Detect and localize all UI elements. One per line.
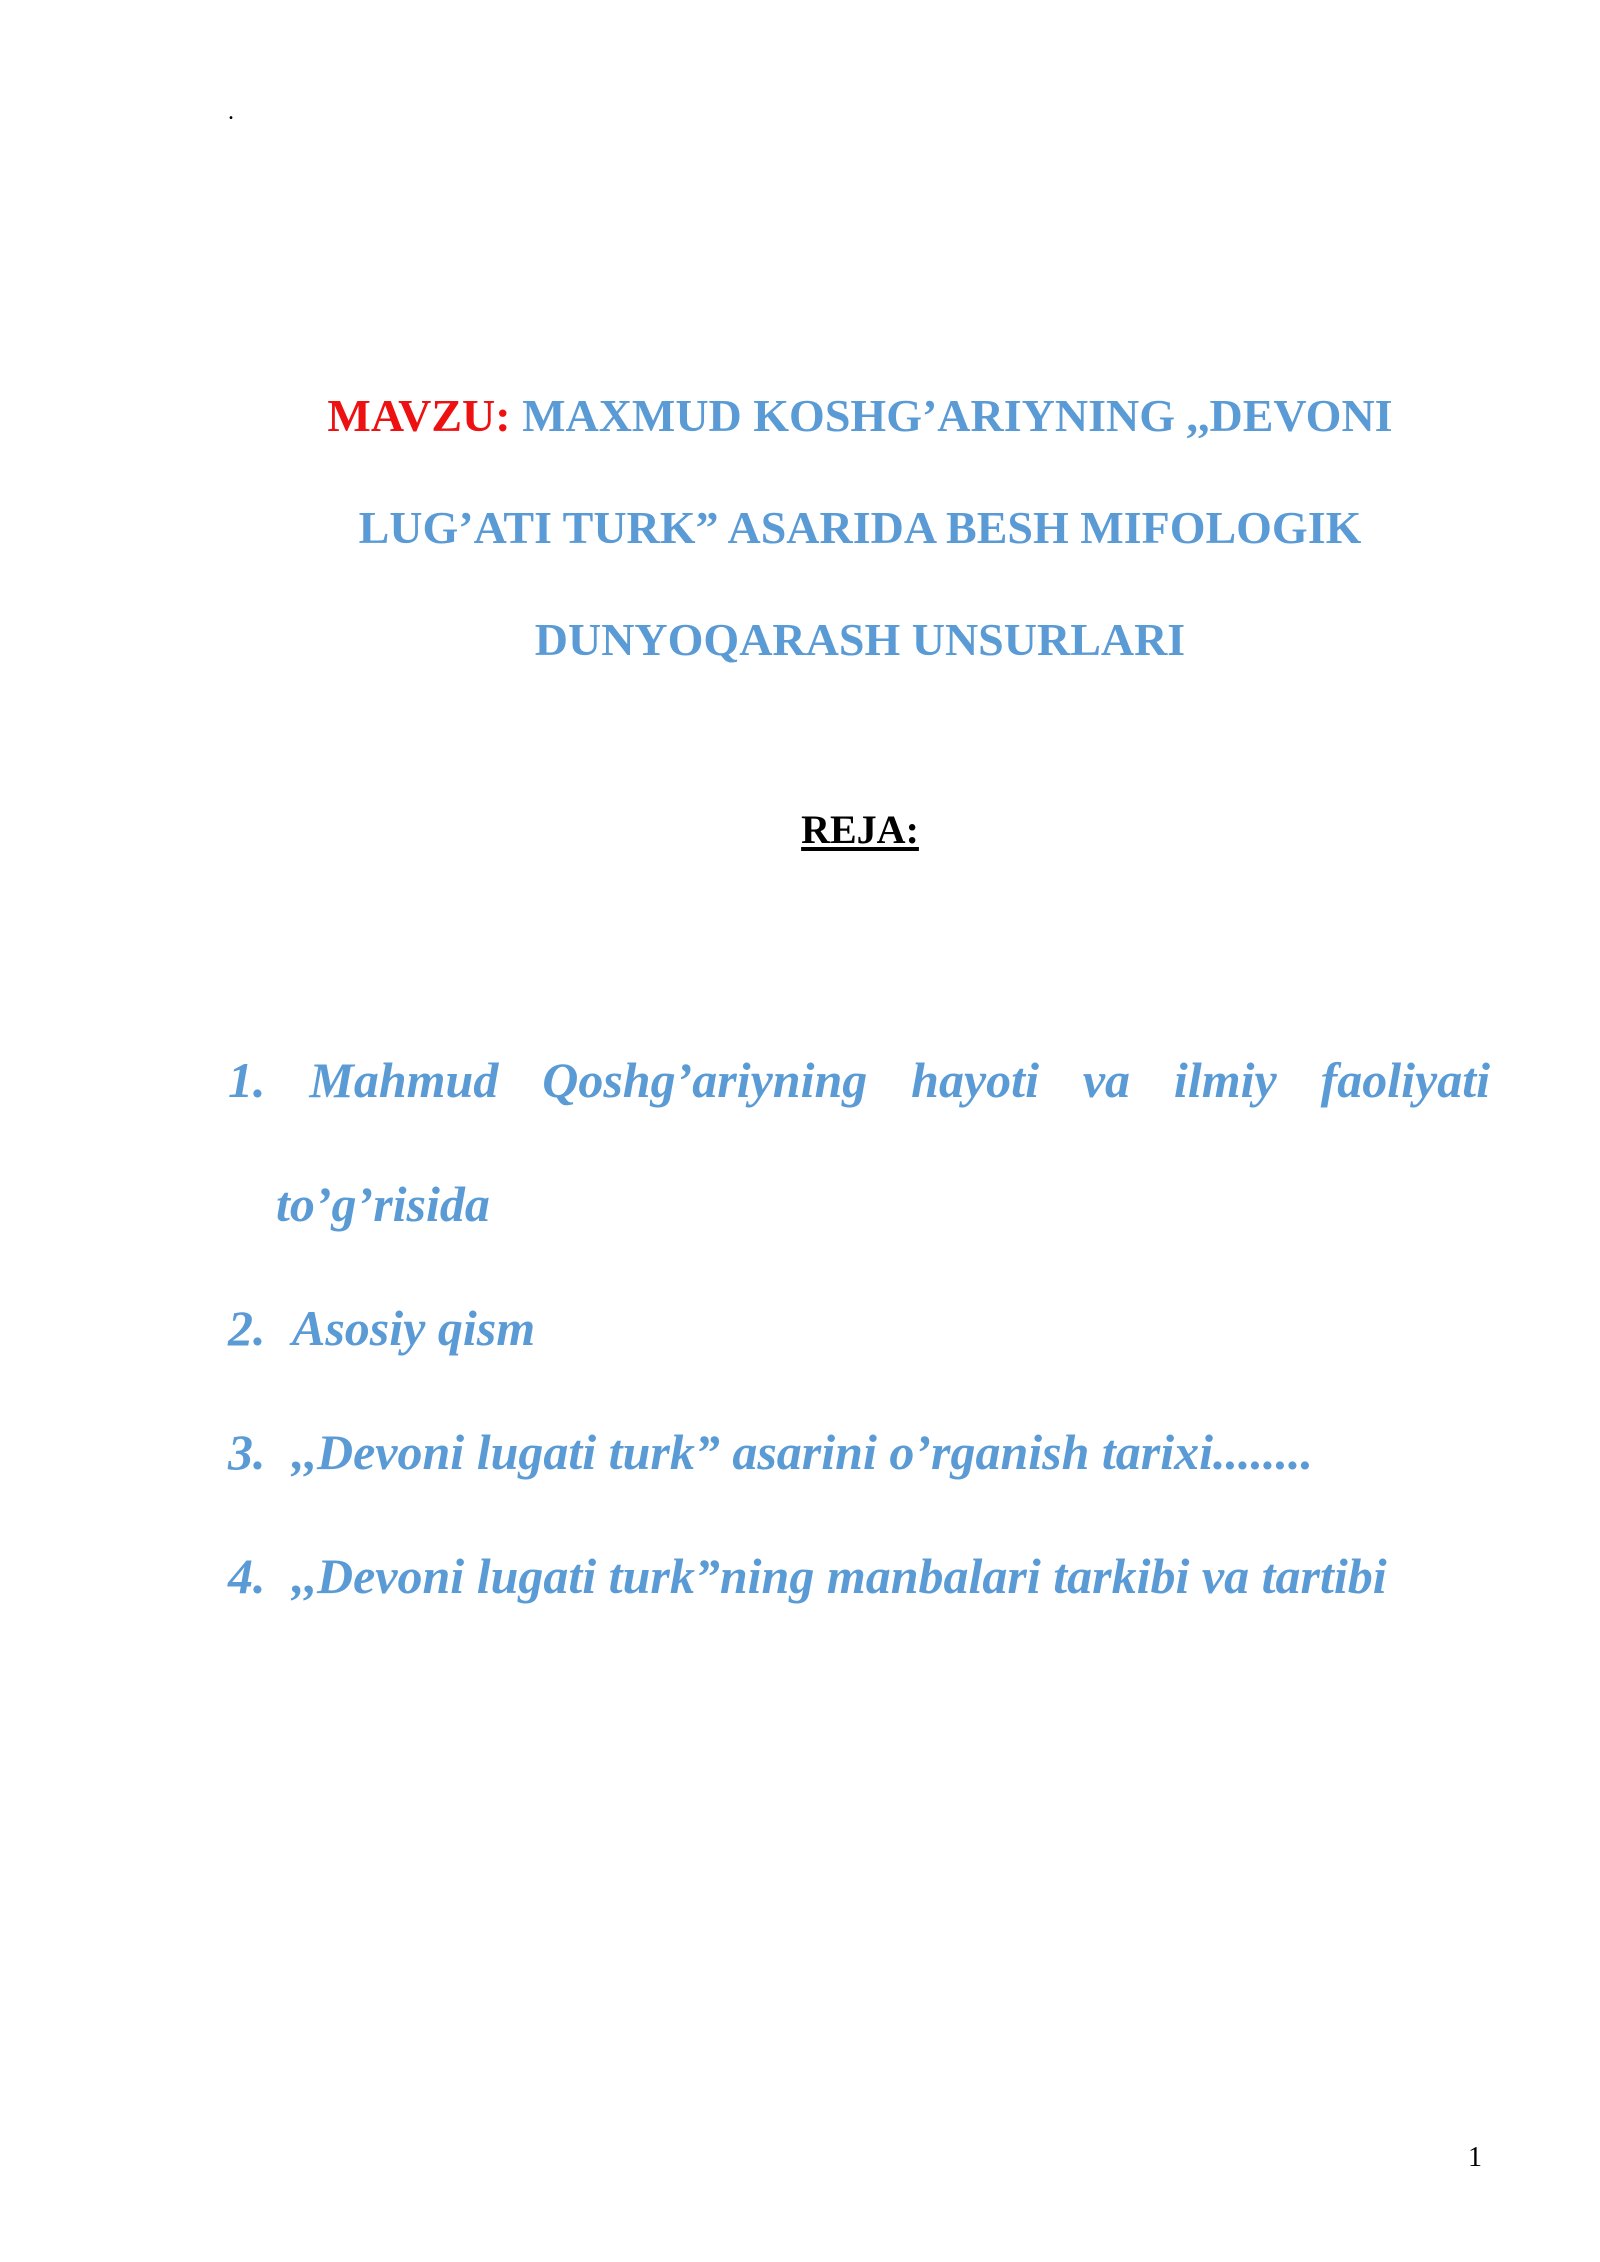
page-number: 1 [1468, 2142, 1482, 2173]
title-line-3: DUNYOQARASH UNSURLARI [534, 614, 1186, 665]
plan-item-text: ,,Devoni lugati turk” asarini o’rganish tarixi........ [292, 1424, 1314, 1480]
plan-item-number: 3. [228, 1424, 266, 1480]
plan-item-word: ilmiy [1173, 1052, 1277, 1108]
plan-item-row [228, 1390, 1490, 1514]
plan-item-2 [228, 1266, 1490, 1390]
plan-item-number: 2. [228, 1300, 266, 1356]
plan-item-word: Qoshg’ariyning [542, 1052, 868, 1108]
topic-title [230, 360, 1490, 696]
plan-item-number: 1. [228, 1052, 266, 1108]
plan-item-3 [228, 1390, 1490, 1514]
plan-item-1-first-line [228, 1018, 1490, 1142]
title-line-1-text: MAXMUD KOSHG’ARIYNING ,,DEVONI [510, 390, 1393, 441]
plan-item-word: Mahmud [309, 1052, 499, 1108]
plan-item-word: va [1082, 1052, 1131, 1108]
plan-item-1 [228, 1018, 1490, 1266]
plan-item-text: Asosiy qism [292, 1300, 536, 1356]
title-line-2: LUG’ATI TURK” ASARIDA BESH MIFOLOGIK [358, 502, 1362, 553]
topic-label: MAVZU: [327, 390, 511, 441]
plan-item-row [228, 1514, 1490, 1638]
page-marker-dot: . [228, 99, 234, 125]
plan-heading: REJA: [801, 807, 919, 852]
plan-item-number: 4. [228, 1548, 266, 1604]
plan-item-row [228, 1266, 1490, 1390]
plan-item-text: ,,Devoni lugati turk”ning manbalari tarkibi va tartibi [292, 1548, 1387, 1604]
plan-item-word: hayoti [911, 1052, 1039, 1108]
plan-item-4 [228, 1514, 1490, 1638]
plan-item-1-continuation: to’g’risida [276, 1176, 490, 1232]
title-line-1 [230, 360, 1490, 472]
plan-list [228, 1018, 1490, 1638]
plan-item-word: faoliyati [1320, 1052, 1490, 1108]
